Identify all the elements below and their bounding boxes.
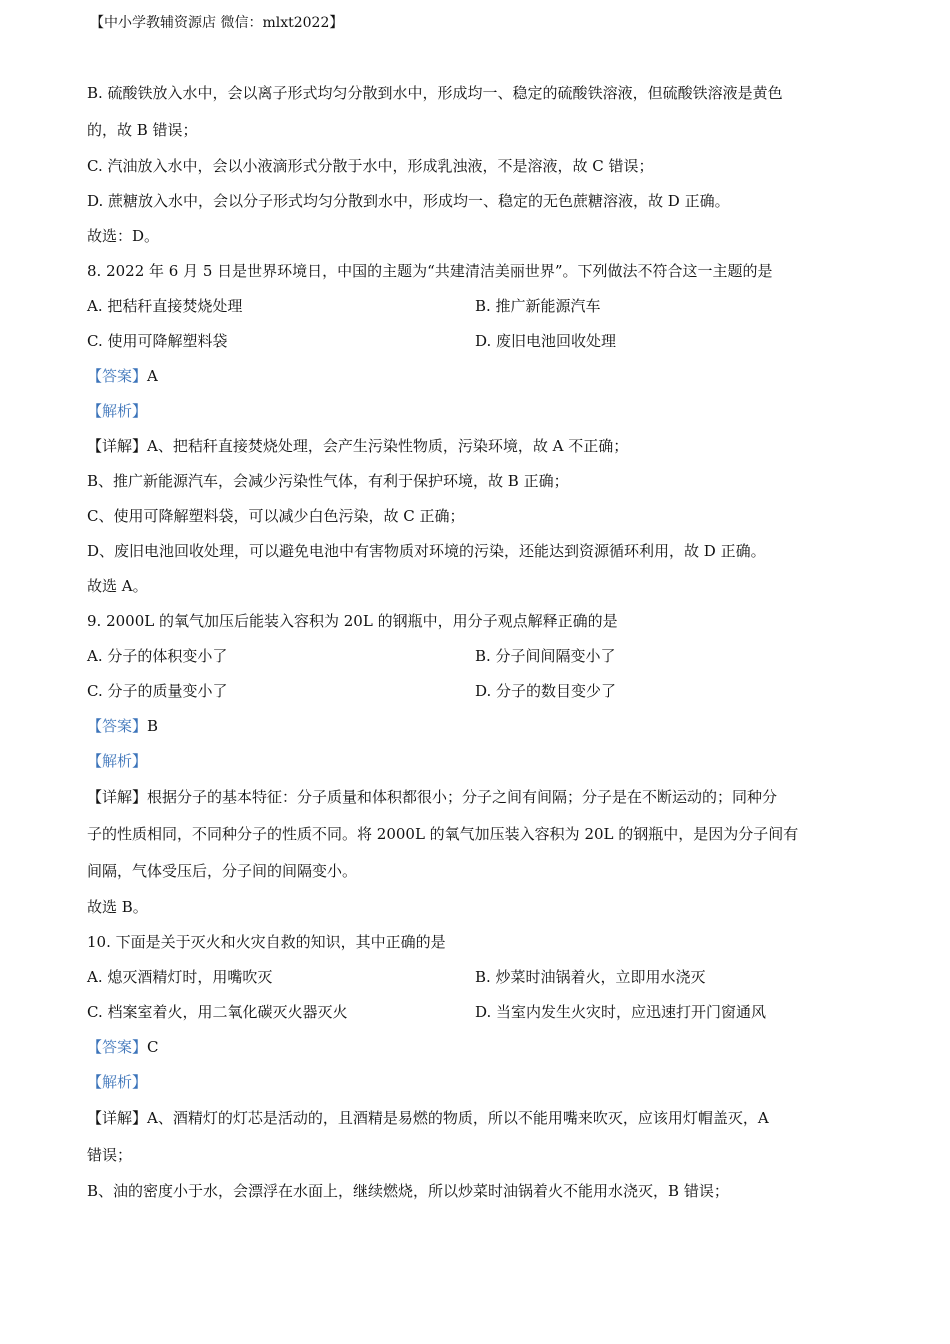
q9-answer-value: B — [147, 717, 159, 735]
q9-options-row-1 — [87, 639, 867, 674]
q10-detail-a-line-2: 错误； — [87, 1146, 133, 1164]
q8-analysis-heading — [87, 394, 867, 429]
q9-analysis-heading — [87, 744, 867, 779]
q8-answer — [87, 359, 867, 394]
q10-detail-b: B、油的密度小于水，会漂浮在水面上，继续燃烧，所以炒菜时油锅着火不能用水浇灭，B 错误； — [87, 1182, 729, 1200]
q8-detail-b: B、推广新能源汽车，会减少污染性气体，有利于保护环境，故 B 正确； — [87, 472, 569, 490]
q10-detail-a-line-1-text: A、酒精灯的灯芯是活动的，且酒精是易燃的物质，所以不能用嘴来吹灭，应该用灯帽盖灭，A — [147, 1109, 769, 1127]
q10-options-row-2 — [87, 995, 867, 1030]
q9-detail-label: 【详解】 — [87, 788, 148, 806]
q7-conclusion: 故选：D。 — [87, 227, 160, 245]
q9-answer — [87, 709, 867, 744]
q9-option-b: B. 分子间间隔变小了 — [475, 647, 616, 665]
q8-option-b: B. 推广新能源汽车 — [475, 297, 601, 315]
q9-detail-line-3: 间隔，气体受压后，分子间的间隔变小。 — [87, 862, 358, 880]
q7-b-line-2: 的，故 B 错误； — [87, 121, 198, 139]
q9-detail-line-2: 子的性质相同，不同种分子的性质不同。将 2000L 的氧气加压装入容积为 20L 的钢瓶中，是因为分子间有 — [87, 825, 799, 843]
q10-answer-value: C — [147, 1038, 159, 1056]
q10-detail-a — [87, 1100, 867, 1174]
q10-answer — [87, 1030, 867, 1065]
q8-detail-label: 【详解】 — [87, 437, 148, 455]
q10-options-row-1 — [87, 960, 867, 995]
q7-option-d-explanation: D. 蔗糖放入水中，会以分子形式均匀分散到水中，形成均一、稳定的无色蔗糖溶液，故 D 正确。 — [87, 192, 730, 210]
q8-options-row-1 — [87, 289, 867, 324]
q9-option-c: C. 分子的质量变小了 — [87, 682, 228, 700]
page-header: 【中小学教辅资源店 微信：mlxt2022】 — [90, 15, 344, 31]
q9-conclusion: 故选 B。 — [87, 898, 148, 916]
q10-answer-label: 【答案】 — [87, 1038, 148, 1056]
q10-option-c: C. 档案室着火，用二氧化碳灭火器灭火 — [87, 1003, 348, 1021]
q8-conclusion: 故选 A。 — [87, 577, 148, 595]
q9-answer-label: 【答案】 — [87, 717, 148, 735]
q10-option-b: B. 炒菜时油锅着火，立即用水浇灭 — [475, 968, 706, 986]
q9-stem: 9. 2000L 的氧气加压后能装入容积为 20L 的钢瓶中，用分子观点解释正确的是 — [87, 612, 618, 630]
q10-analysis-heading — [87, 1065, 867, 1100]
q10-option-a: A. 熄灭酒精灯时，用嘴吹灭 — [87, 968, 273, 986]
q8-detail-a — [87, 429, 867, 464]
q9-analysis-label: 【解析】 — [87, 752, 148, 770]
q7-option-c-explanation: C. 汽油放入水中，会以小液滴形式分散于水中，形成乳浊液，不是溶液，故 C 错误； — [87, 157, 654, 175]
q10-detail-a-line-1 — [87, 1100, 867, 1137]
q8-option-d: D. 废旧电池回收处理 — [475, 332, 617, 350]
q8-option-c: C. 使用可降解塑料袋 — [87, 332, 228, 350]
q10-option-d: D. 当室内发生火灾时，应迅速打开门窗通风 — [475, 1003, 767, 1021]
q8-analysis-label: 【解析】 — [87, 402, 148, 420]
q9-detail-line-1-text: 根据分子的基本特征：分子质量和体积都很小；分子之间有间隔；分子是在不断运动的；同种分 — [147, 788, 778, 806]
q10-detail-label: 【详解】 — [87, 1109, 148, 1127]
q8-detail-d: D、废旧电池回收处理，可以避免电池中有害物质对环境的污染，还能达到资源循环利用，故 D 正确。 — [87, 542, 766, 560]
q9-detail-line-1 — [87, 779, 867, 816]
q8-answer-value: A — [147, 367, 158, 385]
q10-stem: 10. 下面是关于灭火和火灾自救的知识，其中正确的是 — [87, 933, 446, 951]
q10-analysis-label: 【解析】 — [87, 1073, 148, 1091]
q7-option-b-explanation — [87, 75, 867, 149]
q9-option-a: A. 分子的体积变小了 — [87, 647, 228, 665]
q8-detail-c: C、使用可降解塑料袋，可以减少白色污染，故 C 正确； — [87, 507, 465, 525]
document-content — [87, 75, 867, 1209]
q8-answer-label: 【答案】 — [87, 367, 148, 385]
q8-options-row-2 — [87, 324, 867, 359]
q9-detail — [87, 779, 867, 890]
q9-options-row-2 — [87, 674, 867, 709]
q9-option-d: D. 分子的数目变少了 — [475, 682, 617, 700]
q8-option-a: A. 把秸秆直接焚烧处理 — [87, 297, 243, 315]
q7-b-line-1: B. 硫酸铁放入水中，会以离子形式均匀分散到水中，形成均一、稳定的硫酸铁溶液，但硫酸铁溶液是黄色 — [87, 84, 783, 102]
q8-stem: 8. 2022 年 6 月 5 日是世界环境日，中国的主题为“共建清洁美丽世界”。下列做法不符合这一主题的是 — [87, 262, 773, 280]
q8-detail-a-text: A、把秸秆直接焚烧处理，会产生污染性物质，污染环境，故 A 不正确； — [147, 437, 629, 455]
